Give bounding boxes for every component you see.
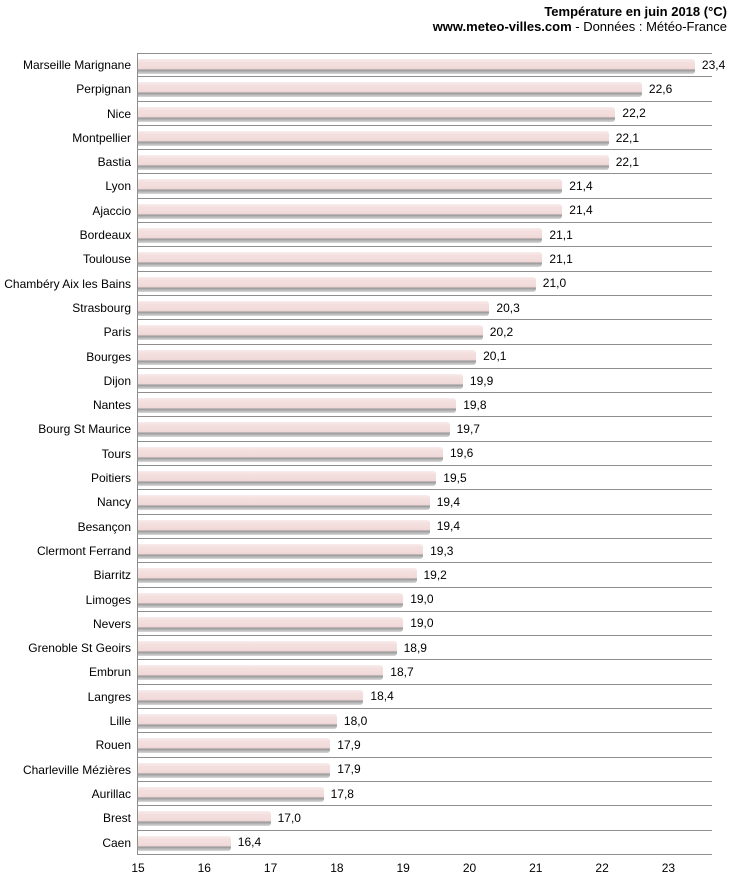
- category-label: Caen: [102, 835, 131, 850]
- chart-row: [0, 490, 730, 514]
- chart-row: [0, 466, 730, 490]
- chart-row: [0, 831, 730, 855]
- value-label: 19,4: [436, 519, 461, 534]
- category-label: Limoges: [85, 592, 131, 607]
- temperature-bar: [138, 641, 397, 656]
- temperature-bar: [138, 690, 363, 705]
- x-tick-label: 17: [263, 861, 278, 875]
- plot-band: [137, 660, 712, 684]
- chart-row: [0, 782, 730, 806]
- x-tick-label: 22: [595, 861, 609, 875]
- temperature-bar: [138, 82, 642, 97]
- plot-band: [137, 563, 712, 587]
- temperature-bar: [138, 179, 562, 194]
- chart-row: [0, 588, 730, 612]
- category-label: Bastia: [97, 155, 131, 170]
- category-label: Montpellier: [72, 130, 131, 145]
- category-label: Bourg St Maurice: [38, 422, 131, 437]
- category-label: Bordeaux: [79, 228, 131, 243]
- plot-band: [137, 709, 712, 733]
- value-label: 22,1: [615, 154, 640, 169]
- plot-band: [137, 320, 712, 344]
- value-label: 16,4: [237, 835, 262, 850]
- x-tick-label: 23: [661, 861, 676, 875]
- chart-row: [0, 758, 730, 782]
- value-label: 19,3: [430, 543, 454, 558]
- plot-band: [137, 102, 712, 126]
- category-label: Dijon: [103, 373, 131, 388]
- value-label: 22,6: [648, 81, 673, 96]
- plot-band: [137, 417, 712, 441]
- plot-band: [137, 758, 712, 782]
- value-label: 20,3: [496, 300, 520, 315]
- chart-row: [0, 174, 730, 198]
- value-label: 22,1: [615, 130, 640, 145]
- value-label: 19,7: [456, 422, 480, 437]
- plot-band: [137, 369, 712, 393]
- chart-row: [0, 417, 730, 441]
- temperature-bar: [138, 665, 383, 680]
- temperature-bar: [138, 422, 450, 437]
- value-label: 18,4: [370, 689, 394, 704]
- category-label: Nevers: [92, 616, 131, 631]
- chart-row: [0, 733, 730, 757]
- temperature-bar: [138, 155, 609, 170]
- plot-band: [137, 612, 712, 636]
- category-label: Langres: [87, 689, 131, 704]
- category-label: Chambéry Aix les Bains: [4, 276, 131, 291]
- plot-band: [137, 685, 712, 709]
- value-label: 19,5: [443, 470, 467, 485]
- chart-row: [0, 320, 730, 344]
- chart-row: [0, 563, 730, 587]
- category-label: Strasbourg: [72, 300, 131, 315]
- temperature-bar: [138, 398, 456, 413]
- chart-row: [0, 247, 730, 271]
- value-label: 18,7: [390, 665, 414, 680]
- temperature-bar: [138, 836, 231, 851]
- chart-row: [0, 442, 730, 466]
- temperature-bar: [138, 131, 609, 146]
- value-label: 22,2: [622, 106, 646, 121]
- temperature-bar: [138, 593, 403, 608]
- category-label: Marseille Marignane: [22, 58, 131, 72]
- temperature-bar: [138, 350, 476, 365]
- temperature-bar: [138, 495, 430, 510]
- value-label: 17,8: [330, 786, 354, 801]
- chart-row: [0, 369, 730, 393]
- chart-row: [0, 685, 730, 709]
- value-label: 21,0: [542, 276, 567, 291]
- value-label: 19,2: [423, 567, 447, 582]
- plot-band: [137, 806, 712, 830]
- chart-row: [0, 77, 730, 101]
- temperature-bar: [138, 714, 337, 729]
- temperature-bar: [138, 252, 542, 267]
- x-tick-label: 21: [529, 861, 543, 875]
- category-label: Biarritz: [93, 568, 131, 583]
- chart-header: [433, 4, 727, 34]
- plot-band: [137, 782, 712, 806]
- x-tick-label: 16: [197, 861, 211, 875]
- temperature-bar: [138, 325, 483, 340]
- category-label: Tours: [101, 446, 131, 461]
- plot-band: [137, 393, 712, 417]
- temperature-bar: [138, 763, 330, 778]
- x-tick-label: 19: [396, 861, 410, 875]
- category-label: Paris: [103, 325, 131, 340]
- temperature-bar: [138, 59, 695, 74]
- category-label: Grenoble St Geoirs: [28, 641, 131, 656]
- plot-band: [137, 199, 712, 223]
- temperature-bar: [138, 277, 536, 292]
- plot-band: [137, 272, 712, 296]
- value-label: 17,9: [337, 737, 361, 752]
- chart-row: [0, 296, 730, 320]
- chart-row: [0, 272, 730, 296]
- chart-row: [0, 53, 730, 77]
- value-label: 18,0: [343, 713, 368, 728]
- plot-band: [137, 296, 712, 320]
- plot-band: [137, 150, 712, 174]
- source-suffix: - Données : Météo-France: [571, 19, 727, 34]
- chart-rows: [0, 53, 730, 855]
- value-label: 20,2: [489, 324, 514, 339]
- x-tick-label: 18: [330, 861, 344, 875]
- temperature-bar: [138, 520, 430, 535]
- plot-band: [137, 345, 712, 369]
- x-axis-tick-labels: [0, 861, 730, 877]
- plot-band: [137, 53, 726, 77]
- plot-band: [137, 831, 712, 855]
- plot-band: [137, 539, 712, 563]
- category-label: Ajaccio: [92, 203, 131, 218]
- category-label: Embrun: [88, 665, 131, 680]
- chart-row: [0, 393, 730, 417]
- category-label: Brest: [102, 811, 131, 826]
- chart-row: [0, 345, 730, 369]
- category-label: Clermont Ferrand: [36, 543, 131, 558]
- chart-row: [0, 636, 730, 660]
- value-label: 18,9: [403, 640, 427, 655]
- source-site-link: www.meteo-villes.com: [432, 19, 572, 34]
- chart-row: [0, 199, 730, 223]
- chart-row: [0, 126, 730, 150]
- plot-band: [137, 77, 712, 101]
- plot-band: [137, 466, 712, 490]
- temperature-bar: [138, 544, 423, 559]
- plot-band: [137, 490, 712, 514]
- value-label: 20,1: [483, 349, 507, 364]
- chart-row: [0, 539, 730, 563]
- chart-row: [0, 150, 730, 174]
- plot-band: [137, 733, 712, 757]
- plot-band: [137, 126, 712, 150]
- temperature-bar: [138, 738, 330, 753]
- plot-band: [137, 247, 712, 271]
- category-label: Poitiers: [90, 471, 131, 486]
- value-label: 21,4: [569, 179, 593, 194]
- plot-band: [137, 174, 712, 198]
- category-label: Bourges: [86, 349, 131, 364]
- category-label: Lille: [109, 714, 131, 729]
- value-label: 23,4: [701, 58, 726, 73]
- temperature-bar: [138, 204, 562, 219]
- value-label: 17,9: [337, 762, 361, 777]
- temperature-bar: [138, 228, 542, 243]
- category-label: Nice: [106, 106, 131, 121]
- value-label: 21,4: [569, 203, 593, 218]
- temperature-bar: [138, 107, 615, 122]
- category-label: Lyon: [105, 179, 131, 194]
- value-label: 19,8: [463, 397, 487, 412]
- chart-row: [0, 515, 730, 539]
- temperature-bar: [138, 811, 271, 826]
- category-label: Besançon: [77, 519, 131, 534]
- chart-row: [0, 223, 730, 247]
- temperature-bar: [138, 301, 489, 316]
- chart-row: [0, 102, 730, 126]
- value-label: 19,6: [450, 446, 474, 461]
- category-label: Charleville Mézières: [22, 762, 131, 777]
- value-label: 21,1: [549, 227, 573, 242]
- chart-row: [0, 612, 730, 636]
- plot-band: [137, 588, 712, 612]
- temperature-bar: [138, 568, 417, 583]
- value-label: 19,0: [410, 592, 434, 607]
- temperature-bar: [138, 617, 403, 632]
- category-label: Nancy: [96, 495, 131, 510]
- chart-subtitle: [433, 19, 727, 34]
- plot-band: [137, 515, 712, 539]
- plot-band: [137, 636, 712, 660]
- value-label: 19,4: [436, 494, 461, 509]
- temperature-bar: [138, 447, 443, 462]
- plot-band: [137, 223, 712, 247]
- temperature-bar: [138, 374, 463, 389]
- category-label: Nantes: [92, 398, 131, 413]
- value-label: 19,9: [469, 373, 494, 388]
- category-label: Toulouse: [82, 252, 131, 267]
- value-label: 21,1: [549, 252, 573, 267]
- chart-title: Température en juin 2018 (°C): [544, 4, 727, 19]
- chart-row: [0, 709, 730, 733]
- value-label: 19,0: [410, 616, 434, 631]
- plot-band: [137, 442, 712, 466]
- temperature-bar: [138, 787, 324, 802]
- chart-row: [0, 806, 730, 830]
- value-label: 17,0: [277, 810, 301, 825]
- chart-row: [0, 660, 730, 684]
- x-tick-label: 20: [462, 861, 477, 875]
- category-label: Aurillac: [91, 786, 131, 801]
- category-label: Rouen: [95, 738, 131, 753]
- x-tick-label: 15: [131, 861, 145, 875]
- category-label: Perpignan: [76, 82, 131, 97]
- temperature-bar: [138, 471, 436, 486]
